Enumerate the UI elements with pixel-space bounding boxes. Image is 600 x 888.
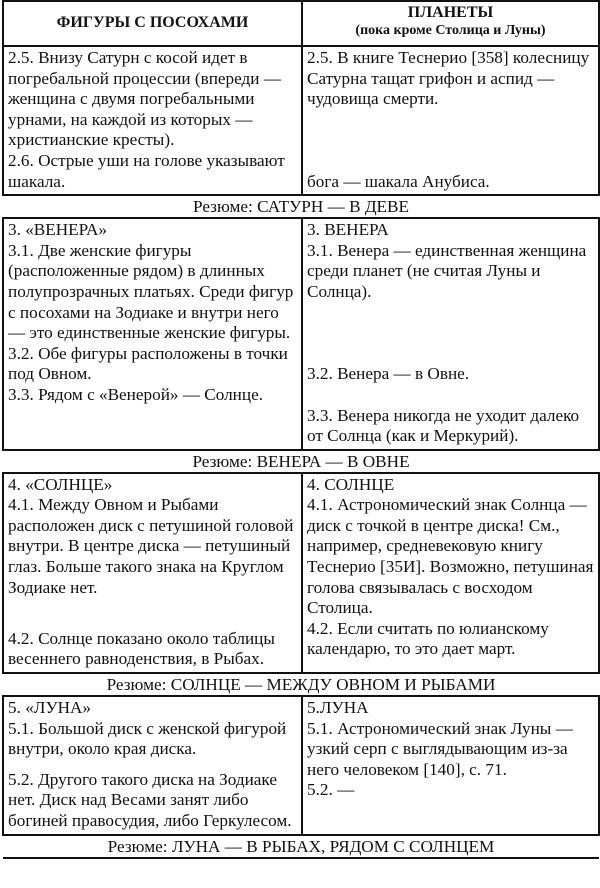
paragraph: 3.2. Венера — в Овне. (307, 364, 470, 384)
paragraph: 3. ВЕНЕРА (307, 220, 389, 240)
right-cell (302, 473, 599, 673)
header-right (302, 1, 599, 46)
paragraph: бога — шакала Анубиса. (307, 171, 490, 191)
header-right-subtitle: (пока кроме Столица и Луны) (355, 23, 546, 38)
paragraph: 2.5. Внизу Сатурн с косой идет в погребальной процессии (впереди — женщина с двумя погребальными урнами, на каждой из которых — христианские кресты). (8, 48, 281, 150)
paragraph: 3.1. Две женские фигуры (расположенные рядом) в длинных полупрозрачных платьях. Среди фигур с посохами на Зодиаке и внутри него — это единственные женские фигуры. (8, 240, 294, 343)
paragraph: 3. «ВЕНЕРА» (8, 220, 108, 240)
resume-row (3, 673, 599, 696)
paragraph: 4.2. Солнце показано около таблицы весеннего равноденствия, в Рыбах. (8, 628, 275, 669)
paragraph: 3.1. Венера — единственная женщина среди планет (не считая Луны и Солнца). (307, 240, 587, 301)
table-row (3, 473, 599, 673)
resume-text: Резюме: САТУРН — В ДЕВЕ (3, 195, 599, 218)
resume-text: Резюме: ЛУНА — В РЫБАХ, РЯДОМ С СОЛНЦЕМ (3, 835, 599, 858)
paragraph: 2.5. В книге Теснерио [358] колесницу Сатурна тащат грифон и аспид — чудовища смерти. (307, 48, 590, 109)
paragraph: 5. «ЛУНА» (8, 698, 92, 718)
resume-row (3, 195, 599, 218)
paragraph: 5.1. Астрономический знак Луны — узкий серп с выглядывающим из-за него человеком [140], с. 71. (307, 718, 573, 779)
paragraph: 4.2. Если считать по юлианскому календарю, то это дает март. (307, 618, 549, 659)
resume-text: Резюме: ВЕНЕРА — В ОВНЕ (3, 450, 599, 473)
left-cell (3, 46, 302, 195)
resume-row (3, 450, 599, 473)
comparison-table (2, 0, 600, 859)
right-cell (302, 218, 599, 450)
right-cell (302, 46, 599, 195)
paragraph: 5.1. Большой диск с женской фигурой внутри, около края диска. (8, 718, 287, 759)
header-right-title: ПЛАНЕТЫ (407, 4, 494, 21)
paragraph: 3.3. Венера никогда не уходит далеко от Солнца (как и Меркурий). (307, 405, 580, 446)
header-left: ФИГУРЫ С ПОСОХАМИ (3, 1, 302, 46)
paragraph: 4. СОЛНЦЕ (307, 474, 395, 494)
table-header-row (3, 1, 599, 46)
left-cell (3, 696, 302, 835)
paragraph: 3.3. Рядом с «Венерой» — Солнце. (8, 384, 264, 404)
left-cell (3, 218, 302, 450)
paragraph: 5.ЛУНА (307, 698, 369, 718)
resume-row (3, 835, 599, 858)
paragraph: 5.2. — (307, 780, 355, 800)
paragraph: 4.1. Между Овном и Рыбами расположен диск с петушиной головой внутри. В центре диска — петушиный глаз. Больше такого знака на Круглом Зодиаке нет. (8, 495, 294, 597)
paragraph: 5.2. Другого такого диска на Зодиаке нет. Диск над Весами занят либо богиней правосудия, либо Геркулесом. (8, 769, 292, 830)
table-row (3, 218, 599, 450)
paragraph: 2.6. Острые уши на голове указывают шакала. (8, 150, 285, 191)
paragraph: 4.1. Астрономический знак Солнца — диск с точкой в центре диска! См., например, средневековую книгу Теснерио [35И]. Возможно, петушиная голова связывалась с восходом Столица. (307, 495, 594, 618)
paragraph: 3.2. Обе фигуры расположены в точки под Овном. (8, 343, 288, 384)
left-cell (3, 473, 302, 673)
paragraph: 4. «СОЛНЦЕ» (8, 474, 113, 494)
table-row (3, 46, 599, 195)
resume-text: Резюме: СОЛНЦЕ — МЕЖДУ ОВНОМ И РЫБАМИ (3, 673, 599, 696)
table-row (3, 696, 599, 835)
right-cell (302, 696, 599, 835)
